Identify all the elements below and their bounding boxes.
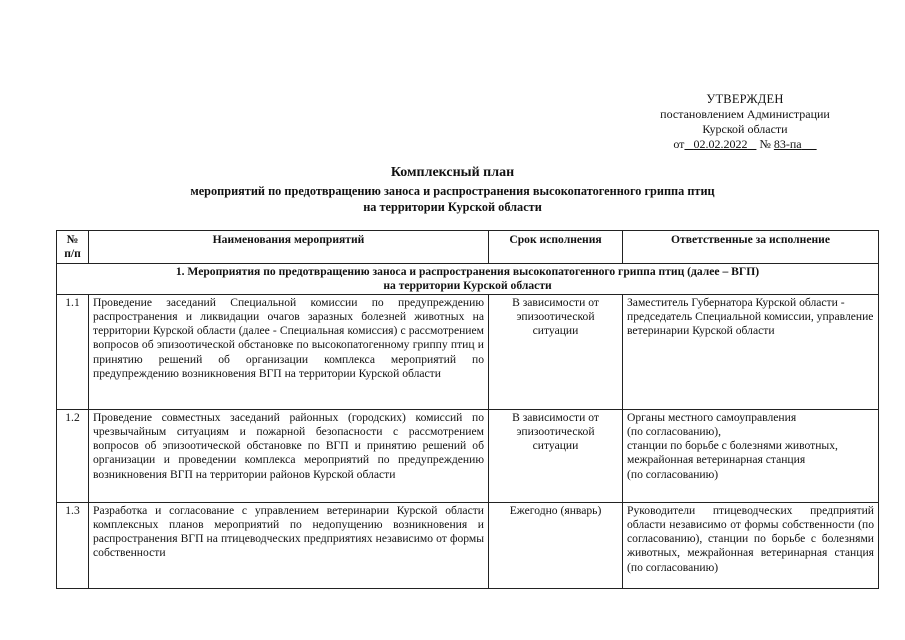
row-responsible: Органы местного самоуправления (по согласованию), станции по борьбе с болезнями животных, межрайонная ветеринарная станция (по согласованию)	[623, 409, 879, 502]
header-responsible: Ответственные за исполнение	[623, 231, 879, 264]
approval-date-line	[630, 137, 860, 152]
row-deadline: В зависимости от эпизоотической ситуации	[489, 409, 623, 502]
row-deadline: В зависимости от эпизоотической ситуации	[489, 294, 623, 409]
table-row	[57, 294, 879, 409]
document-subtitle-2: на территории Курской области	[363, 200, 542, 214]
header-name: Наименования мероприятий	[89, 231, 489, 264]
plan-table	[56, 230, 879, 589]
row-responsible: Заместитель Губернатора Курской области - председатель Специальной комиссии, управление ветеринарии Курской области	[623, 294, 879, 409]
row-name: Проведение заседаний Специальной комиссии по предупреждению распространения и ликвидации очагов заразных болезней животных на территории Курской области (далее - Специальная комиссия) с рассмотрением вопросов об эпизоотической обстановке по высокопатогенному гриппу птиц и принятию решений об организации комплекса мероприятий по предупреждению возникновения ВГП на территории Курской области	[89, 294, 489, 409]
row-name: Разработка и согласование с управлением ветеринарии Курской области комплексных планов мероприятий по недопущению возникновения и распространения ВГП на птицеводческих предприятиях независимо от формы собственности	[89, 502, 489, 588]
section-row	[57, 263, 879, 294]
table-row	[57, 409, 879, 502]
number-prefix: №	[759, 137, 771, 151]
approval-number: 83-па	[773, 137, 802, 151]
header-deadline: Срок исполнения	[489, 231, 623, 264]
document-subtitle-1: мероприятий по предотвращению заноса и распространения высокопатогенного гриппа птиц	[190, 184, 715, 198]
row-num: 1.2	[57, 409, 89, 502]
row-deadline: Ежегодно (январь)	[489, 502, 623, 588]
row-name: Проведение совместных заседаний районных (городских) комиссий по чрезвычайным ситуациям и пожарной безопасности с рассмотрением вопросов об эпизоотической обстановке по ВГП и принятию решений об организации и проведении комплекса мероприятий по предупреждению возникновения ВГП на территории районов Курской области	[89, 409, 489, 502]
document-title: Комплексный план	[390, 165, 515, 180]
date-prefix: от	[673, 137, 685, 151]
approval-date: 02.02.2022	[693, 137, 748, 151]
approval-block	[630, 92, 860, 152]
approval-title: УТВЕРЖДЕН	[706, 92, 784, 106]
row-responsible: Руководители птицеводческих предприятий области независимо от формы собственности (по согласованию), станции по борьбе с болезнями животных, межрайонная ветеринарная станция (по согласованию)	[623, 502, 879, 588]
table-row	[57, 502, 879, 588]
row-num: 1.3	[57, 502, 89, 588]
row-num: 1.1	[57, 294, 89, 409]
section-title: 1. Мероприятия по предотвращению заноса и распространения высокопатогенного гриппа птиц (далее – ВГП) на территории Курской области	[57, 263, 879, 294]
approval-line-1: постановлением Администрации	[660, 107, 830, 121]
table-header-row	[57, 231, 879, 264]
approval-line-2: Курской области	[702, 122, 788, 136]
header-num: № п/п	[57, 231, 89, 264]
